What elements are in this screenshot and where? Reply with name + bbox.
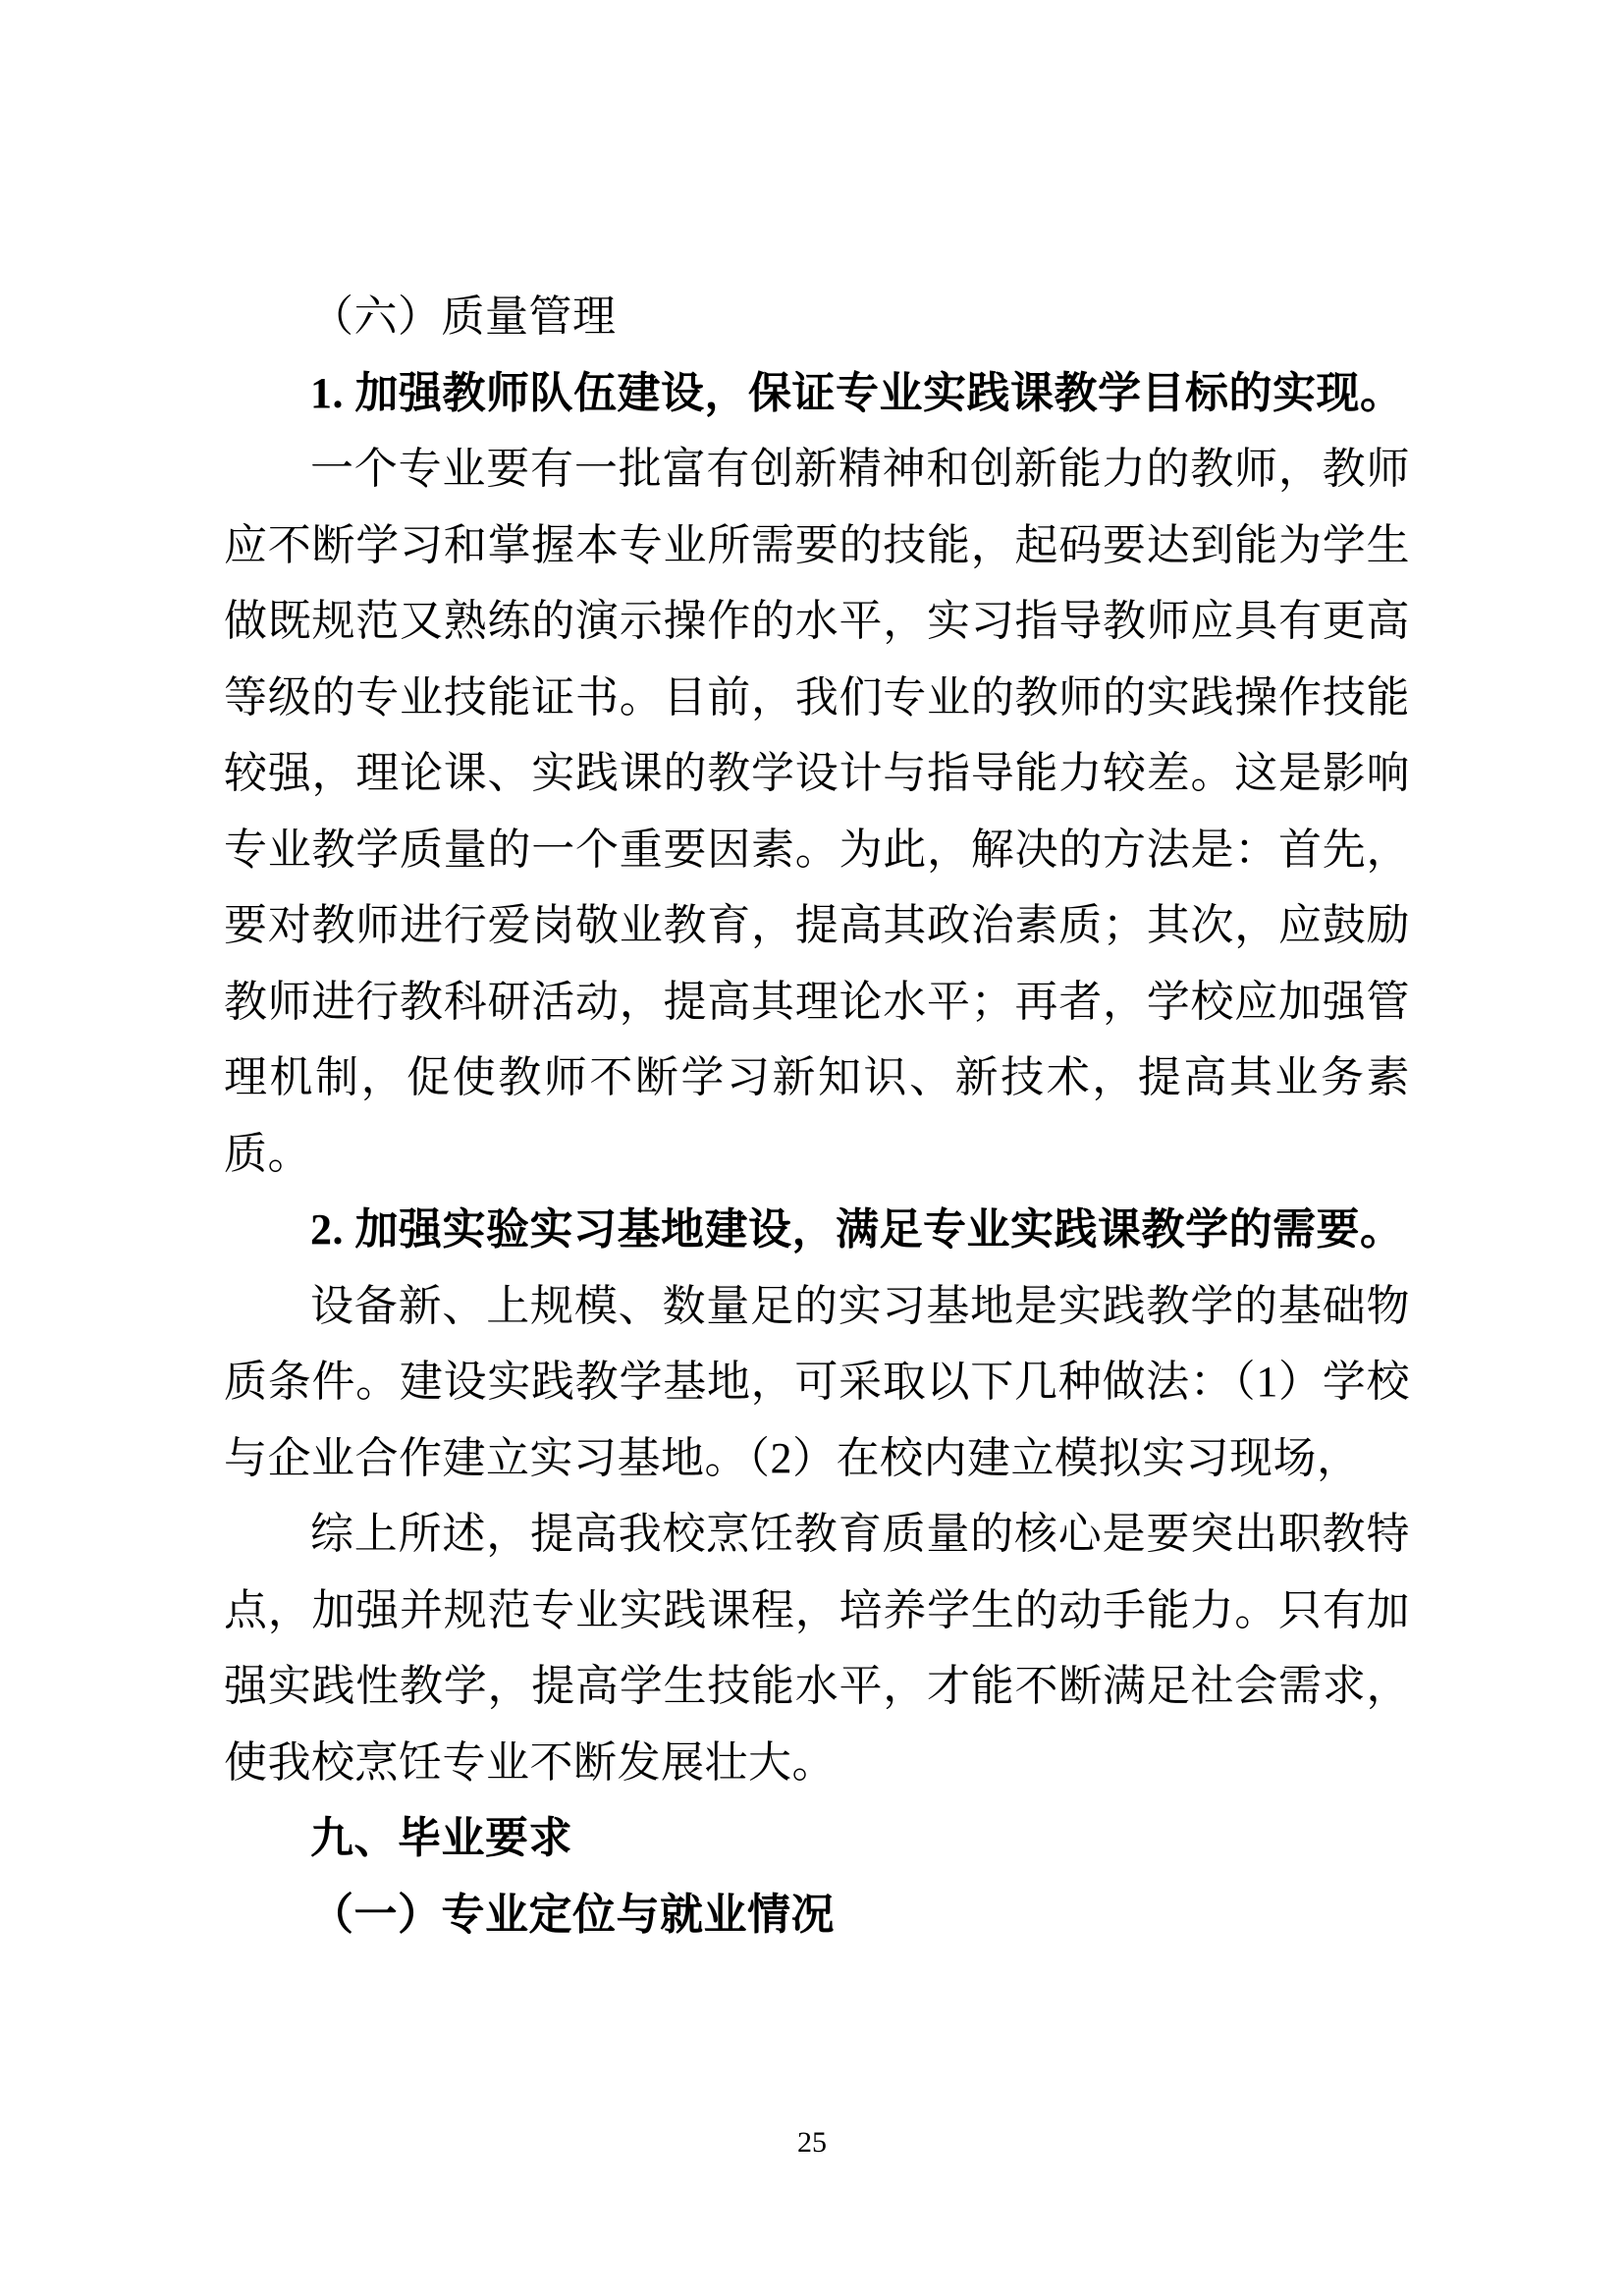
page-number: 25 [797,2126,827,2159]
paragraph-teacher-team-body: 一个专业要有一批富有创新精神和创新能力的教师，教师应不断学习和掌握本专业所需要的技能，起码要达到能为学生做既规范又熟练的演示操作的水平，实习指导教师应具有更高等级的专业技能证书。目前，我们专业的教师的实践操作技能较强，理论课、实践课的教学设计与指导能力较差。这是影响专业教学质量的一个重要因素。为此，解决的方法是：首先，要对教师进行爱岗敬业教育，提高其政治素质；其次，应鼓励教师进行教科研活动，提高其理论水平；再者，学校应加强管理机制，促使教师不断学习新知识、新技术，提高其业务素质。 [224,445,1410,1178]
section-heading-quality-management: （六）质量管理 [310,293,617,341]
subheading-2-training-base-building: 2. 加强实验实习基地建设，满足专业实践课教学的需要。 [310,1205,1404,1254]
chapter-heading-graduation-requirements: 九、毕业要求 [310,1814,572,1862]
subheading-1-teacher-team-building: 1. 加强教师队伍建设，保证专业实践课教学目标的实现。 [310,368,1404,417]
paragraph-training-base-body: 设备新、上规模、数量足的实习基地是实践教学的基础物质条件。建设实践教学基地，可采取以下几种做法：（1）学校与企业合作建立实习基地。（2）在校内建立模拟实习现场， [224,1281,1410,1482]
paragraph-summary: 综上所述，提高我校烹饪教育质量的核心是要突出职教特点，加强并规范专业实践课程，培养学生的动手能力。只有加强实践性教学，提高学生技能水平，才能不断满足社会需求，使我校烹饪专业不断发展壮大。 [224,1510,1410,1787]
section-heading-career-positioning: （一）专业定位与就业情况 [310,1890,835,1939]
document-body [224,279,1410,1952]
